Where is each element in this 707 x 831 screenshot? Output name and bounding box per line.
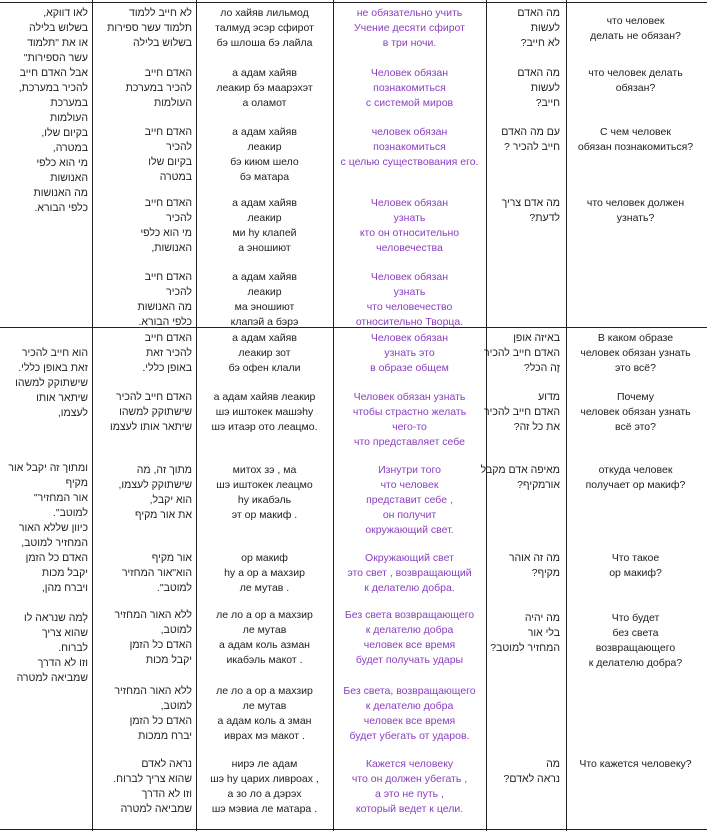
transliteration-cell bbox=[198, 463, 331, 523]
hebrew-question-line: האדם חייב להכיר bbox=[483, 347, 560, 359]
transliteration-line: бэ офен клали bbox=[228, 362, 301, 374]
hebrew-question-line: מאיפה אדם מקבל bbox=[480, 464, 560, 476]
transliteration-line: шэ hу царих ливроах , bbox=[210, 773, 319, 785]
russian-question-line: Почему bbox=[616, 391, 655, 403]
column-divider bbox=[333, 0, 334, 831]
transliteration-line: бэ матара bbox=[239, 171, 290, 183]
russian-translation-line: в три ночи. bbox=[382, 37, 437, 49]
hebrew-question-line: חייב להכיר ? bbox=[504, 141, 560, 153]
hebrew-explanation-line: המחזיר למוטב, bbox=[21, 537, 88, 549]
transliteration-line: а адам хайяв bbox=[232, 126, 297, 138]
russian-translation-line: что человечество bbox=[366, 301, 453, 313]
transliteration-line: а адам хайяв bbox=[232, 271, 297, 283]
hebrew-phrase-line: נראה לאדם bbox=[141, 758, 192, 770]
hebrew-explanation-cell bbox=[8, 346, 88, 421]
transliteration-line: а адам коль а зман bbox=[217, 715, 312, 727]
hebrew-phrase-line: שהוא צריך לברוח. bbox=[113, 773, 192, 785]
russian-translation-line: познакомиться bbox=[373, 82, 446, 94]
transliteration-line: клапэй а бэрэ bbox=[230, 316, 299, 328]
russian-question-cell bbox=[568, 463, 703, 493]
russian-translation-line: узнать это bbox=[384, 347, 435, 359]
russian-translation-line: это свет , возвращающий bbox=[347, 567, 472, 579]
hebrew-phrase-line: שמביאה למטרה bbox=[120, 803, 192, 815]
transliteration-cell bbox=[198, 6, 331, 51]
transliteration-line: ор макиф bbox=[241, 552, 288, 564]
hebrew-question-line: חייב? bbox=[535, 97, 560, 109]
hebrew-phrase-line: האדם חייב bbox=[144, 67, 192, 79]
hebrew-question-cell bbox=[483, 390, 560, 435]
transliteration-line: бэ шлоша бэ лайла bbox=[216, 37, 313, 49]
russian-translation-line: узнать bbox=[393, 286, 426, 298]
transliteration-line: эт ор макиф . bbox=[231, 509, 298, 521]
russian-translation-cell bbox=[335, 463, 484, 538]
transliteration-line: шэ иштокек машэhу bbox=[215, 406, 314, 418]
hebrew-phrase-line: האדם חייב bbox=[144, 126, 192, 138]
russian-translation-line: человек обязан bbox=[371, 126, 448, 138]
hebrew-explanation-line: לְמה שנראה לו bbox=[24, 612, 88, 624]
russian-translation-line: Изнутри того bbox=[378, 464, 441, 476]
table-bottom-border bbox=[0, 829, 707, 830]
russian-question-cell bbox=[568, 196, 703, 226]
transliteration-line: икабэль макот . bbox=[226, 654, 303, 666]
hebrew-explanation-line: למוטב". bbox=[52, 507, 88, 519]
transliteration-line: ма эношиют bbox=[234, 301, 295, 313]
russian-translation-line: будет убегать от ударов. bbox=[349, 730, 470, 742]
hebrew-phrase-cell bbox=[94, 757, 192, 817]
russian-question-line: что человек делать bbox=[588, 67, 683, 79]
transliteration-cell bbox=[198, 684, 331, 744]
column-divider bbox=[566, 0, 567, 831]
hebrew-question-line: לעשות bbox=[530, 82, 560, 94]
hebrew-question-line: באיזה אופן bbox=[513, 332, 560, 344]
hebrew-phrase-cell bbox=[94, 390, 192, 435]
hebrew-phrase-line: שיתאר אותו לעצמו bbox=[109, 421, 192, 433]
russian-question-line: человек обязан узнать bbox=[580, 406, 691, 418]
russian-translation-cell bbox=[335, 196, 484, 256]
transliteration-cell bbox=[198, 66, 331, 111]
russian-translation-cell bbox=[335, 270, 484, 330]
transliteration-line: митох зэ , ма bbox=[232, 464, 297, 476]
hebrew-phrase-line: שישתוקק למשהו bbox=[119, 406, 192, 418]
russian-question-cell bbox=[568, 66, 703, 96]
hebrew-explanation-line: בקיום שלו, bbox=[41, 127, 88, 139]
hebrew-question-cell bbox=[488, 757, 560, 787]
transliteration-line: а адам хайяв bbox=[232, 67, 297, 79]
column-divider bbox=[92, 0, 93, 831]
hebrew-explanation-line: במטרה, bbox=[52, 142, 88, 154]
hebrew-phrase-line: ללא האור המחזיר bbox=[114, 609, 192, 621]
transliteration-line: ми hу клапей bbox=[232, 227, 297, 239]
hebrew-explanation-cell bbox=[8, 6, 88, 216]
russian-translation-line: что он должен убегать , bbox=[351, 773, 468, 785]
hebrew-phrase-line: כלפי הבורא. bbox=[138, 316, 192, 328]
russian-translation-cell bbox=[335, 125, 484, 170]
russian-translation-line: Без света возвращающего bbox=[344, 609, 475, 621]
hebrew-phrase-line: באופן כללי. bbox=[142, 362, 192, 374]
hebrew-phrase-line: להכיר bbox=[166, 141, 192, 153]
hebrew-question-line: עם מה האדם bbox=[501, 126, 560, 138]
hebrew-question-line: מה יהיה bbox=[524, 612, 560, 624]
russian-question-line: обязан познакомиться? bbox=[577, 141, 694, 153]
hebrew-phrase-cell bbox=[94, 6, 192, 51]
hebrew-phrase-line: למוטב". bbox=[156, 582, 192, 594]
russian-translation-cell bbox=[335, 390, 484, 450]
russian-translation-line: Учение десяти сфирот bbox=[354, 22, 465, 34]
hebrew-phrase-line: יקבל מכות bbox=[145, 654, 192, 666]
hebrew-phrase-line: הוא"אור המחזיר bbox=[121, 567, 192, 579]
hebrew-question-cell bbox=[488, 66, 560, 111]
hebrew-explanation-line: בשלוש בלילה bbox=[29, 22, 88, 34]
hebrew-explanation-line: עשר הספירות" bbox=[23, 52, 88, 64]
russian-translation-line: Без света, возвращающего bbox=[343, 685, 476, 697]
russian-question-line: делать не обязан? bbox=[590, 30, 681, 42]
hebrew-phrase-line: האדם חייב bbox=[144, 197, 192, 209]
transliteration-cell bbox=[198, 331, 331, 376]
hebrew-phrase-cell bbox=[94, 66, 192, 111]
hebrew-question-cell bbox=[488, 125, 560, 155]
russian-question-line: С чем человек bbox=[600, 126, 671, 138]
transliteration-cell bbox=[198, 390, 331, 435]
russian-translation-line: в образе общем bbox=[370, 362, 449, 374]
transliteration-cell bbox=[198, 551, 331, 596]
russian-question-line: Что кажется человеку? bbox=[579, 758, 692, 770]
russian-translation-line: он получит bbox=[382, 509, 437, 521]
hebrew-phrase-line: הוא יקבל, bbox=[149, 494, 192, 506]
russian-question-line: откуда человек bbox=[598, 464, 673, 476]
russian-translation-line: Человек обязан bbox=[370, 197, 449, 209]
russian-translation-line: что представляет себе bbox=[353, 436, 466, 448]
transliteration-cell bbox=[198, 270, 331, 330]
russian-translation-line: человек все время bbox=[363, 639, 456, 651]
russian-translation-line: к делателю добра bbox=[365, 624, 454, 636]
russian-translation-line: а это не путь , bbox=[375, 788, 444, 800]
hebrew-phrase-line: במטרה bbox=[159, 171, 192, 183]
hebrew-phrase-line: להכיר במערכת bbox=[125, 82, 192, 94]
russian-translation-line: с системой миров bbox=[365, 97, 454, 109]
hebrew-explanation-line: שיתאר אותו bbox=[36, 392, 88, 404]
russian-translation-line: окружающий свет. bbox=[365, 524, 454, 536]
transliteration-line: а адам хайяв bbox=[232, 332, 297, 344]
transliteration-line: нирэ ле адам bbox=[231, 758, 298, 770]
hebrew-phrase-cell bbox=[94, 608, 192, 668]
russian-question-line: что человек bbox=[606, 15, 665, 27]
hebrew-question-line: מקיף? bbox=[531, 567, 560, 579]
hebrew-phrase-line: ללא האור המחזיר bbox=[114, 685, 192, 697]
russian-translation-line: чего-то bbox=[392, 421, 427, 433]
hebrew-explanation-line: שישתוקק למשהו bbox=[15, 377, 88, 389]
russian-translation-cell bbox=[335, 608, 484, 668]
hebrew-explanation-line: האנושות bbox=[50, 172, 88, 184]
hebrew-phrase-cell bbox=[94, 684, 192, 744]
russian-question-line: без света bbox=[612, 627, 659, 639]
russian-question-cell bbox=[568, 757, 703, 772]
hebrew-phrase-line: בשלוש בלילה bbox=[133, 37, 192, 49]
russian-translation-line: будет получать удары bbox=[355, 654, 464, 666]
transliteration-line: ле мутав bbox=[242, 700, 287, 712]
russian-translation-line: Кажется человеку bbox=[365, 758, 454, 770]
transliteration-line: леакир bbox=[247, 286, 282, 298]
hebrew-phrase-line: וזו לא הדרך bbox=[141, 788, 192, 800]
transliteration-line: ле мутав bbox=[242, 624, 287, 636]
russian-translation-line: что человек bbox=[380, 479, 439, 491]
hebrew-explanation-line: כיוון שללא האור bbox=[18, 522, 88, 534]
hebrew-explanation-line: להכיר במערכת, bbox=[18, 82, 88, 94]
hebrew-explanation-line: ויברח מהן, bbox=[41, 582, 88, 594]
hebrew-question-line: המחזיר למוטב? bbox=[490, 642, 560, 654]
hebrew-phrase-line: האדם כל הזמן bbox=[129, 715, 192, 727]
hebrew-question-line: לעשות bbox=[530, 22, 560, 34]
hebrew-question-cell bbox=[488, 551, 560, 581]
transliteration-line: ло хайяв лильмод bbox=[220, 7, 309, 19]
hebrew-phrase-line: להכיר bbox=[166, 286, 192, 298]
russian-translation-line: относительно Творца. bbox=[355, 316, 464, 328]
russian-translation-line: Человек обязан узнать bbox=[353, 391, 466, 403]
russian-translation-line: кто он относительно bbox=[359, 227, 460, 239]
hebrew-question-cell bbox=[480, 463, 560, 493]
hebrew-explanation-line: או את "תלמוד bbox=[27, 37, 88, 49]
hebrew-phrase-line: יברח ממכות bbox=[138, 730, 192, 742]
hebrew-phrase-line: האדם חייב bbox=[144, 271, 192, 283]
russian-question-line: обязан? bbox=[615, 82, 656, 94]
russian-translation-line: к делателю добра. bbox=[364, 582, 455, 594]
hebrew-phrase-line: להכיר bbox=[166, 212, 192, 224]
transliteration-cell bbox=[198, 608, 331, 668]
hebrew-question-cell bbox=[483, 331, 560, 376]
russian-question-cell bbox=[568, 611, 703, 671]
russian-question-line: это всё? bbox=[615, 362, 656, 374]
transliteration-cell bbox=[198, 125, 331, 185]
russian-question-cell bbox=[568, 14, 703, 44]
hebrew-phrase-line: שישתוקק לעצמו, bbox=[118, 479, 192, 491]
russian-translation-line: человечества bbox=[376, 242, 443, 254]
transliteration-line: леакир bbox=[247, 141, 282, 153]
hebrew-explanation-line: הוא חייב להכיר bbox=[21, 347, 88, 359]
table-top-border bbox=[0, 2, 707, 3]
hebrew-phrase-line: מי הוא כלפי bbox=[140, 227, 192, 239]
transliteration-line: шэ мэвиа ле матара . bbox=[211, 803, 318, 815]
hebrew-phrase-line: האדם חייב להכיר bbox=[115, 391, 192, 403]
russian-translation-cell bbox=[335, 684, 484, 744]
russian-translation-line: к делателю добра bbox=[365, 700, 454, 712]
hebrew-explanation-line: וזו לא הדרך bbox=[37, 657, 88, 669]
hebrew-phrase-cell bbox=[94, 331, 192, 376]
transliteration-line: а адам хайяв bbox=[232, 197, 297, 209]
column-divider bbox=[196, 0, 197, 831]
russian-question-line: Что такое bbox=[611, 552, 660, 564]
russian-translation-line: Человек обязан bbox=[370, 67, 449, 79]
hebrew-phrase-cell bbox=[94, 125, 192, 185]
transliteration-line: а адам коль азман bbox=[219, 639, 310, 651]
hebrew-phrase-line: תלמוד עשר ספירות bbox=[107, 22, 192, 34]
russian-translation-cell bbox=[335, 331, 484, 376]
hebrew-phrase-line: מה האנושות bbox=[137, 301, 192, 313]
hebrew-explanation-line: שהוא צריך bbox=[41, 627, 88, 639]
hebrew-question-line: בלי אור bbox=[527, 627, 560, 639]
hebrew-phrase-line: מתוך זה, מה bbox=[136, 464, 192, 476]
russian-translation-cell bbox=[335, 757, 484, 817]
hebrew-phrase-line: למוטב, bbox=[160, 700, 192, 712]
hebrew-phrase-line: לא חייב ללמוד bbox=[129, 7, 192, 19]
russian-translation-cell bbox=[335, 6, 484, 51]
russian-translation-line: Окружающий свет bbox=[365, 552, 454, 564]
transliteration-line: талмуд эсэр сфирот bbox=[215, 22, 314, 34]
hebrew-explanation-line: יקבל מכות bbox=[41, 567, 88, 579]
russian-translation-line: представит себе , bbox=[366, 494, 453, 506]
russian-question-cell bbox=[568, 551, 703, 581]
russian-translation-line: человек все время bbox=[363, 715, 456, 727]
hebrew-phrase-cell bbox=[94, 196, 192, 256]
hebrew-question-line: מה bbox=[546, 758, 560, 770]
transliteration-cell bbox=[198, 196, 331, 256]
russian-translation-cell bbox=[335, 551, 484, 596]
russian-translation-cell bbox=[335, 66, 484, 111]
hebrew-question-line: לדעת? bbox=[529, 212, 560, 224]
transliteration-line: hу икабэль bbox=[237, 494, 292, 506]
russian-question-cell bbox=[568, 390, 703, 435]
hebrew-phrase-line: האדם חייב bbox=[144, 332, 192, 344]
transliteration-line: ле ло а ор а махзир bbox=[216, 609, 313, 621]
hebrew-explanation-line: שמביאה למטרה bbox=[16, 672, 88, 684]
hebrew-phrase-line: למוטב, bbox=[160, 624, 192, 636]
hebrew-phrase-cell bbox=[94, 270, 192, 330]
russian-question-line: всё это? bbox=[615, 421, 656, 433]
transliteration-line: иврах мэ макот . bbox=[224, 730, 305, 742]
transliteration-line: леакир bbox=[247, 212, 282, 224]
hebrew-question-cell bbox=[488, 611, 560, 656]
russian-question-cell bbox=[568, 331, 703, 376]
hebrew-question-cell bbox=[488, 6, 560, 51]
hebrew-phrase-line: בקיום שלו bbox=[148, 156, 192, 168]
hebrew-explanation-line: לברוח. bbox=[58, 642, 88, 654]
russian-question-line: В каком образе bbox=[597, 332, 674, 344]
hebrew-phrase-line: האדם כל הזמן bbox=[129, 639, 192, 651]
russian-translation-line: Человек обязан bbox=[370, 332, 449, 344]
hebrew-phrase-line: העולמות bbox=[153, 97, 192, 109]
russian-translation-line: который ведет к цели. bbox=[355, 803, 464, 815]
hebrew-question-line: לא חייב? bbox=[520, 37, 560, 49]
transliteration-line: шэ итаэр ото леацмо. bbox=[211, 421, 318, 433]
transliteration-cell bbox=[198, 757, 331, 817]
transliteration-line: леакир зот bbox=[238, 347, 291, 359]
russian-question-line: человек обязан узнать bbox=[580, 347, 691, 359]
hebrew-explanation-line: מה האנושות bbox=[33, 187, 88, 199]
hebrew-explanation-line: במערכת bbox=[50, 97, 88, 109]
russian-translation-line: узнать bbox=[393, 212, 426, 224]
russian-question-line: получает ор макиф? bbox=[585, 479, 686, 491]
hebrew-explanation-cell bbox=[8, 461, 88, 596]
hebrew-explanation-line: לעצמו, bbox=[57, 407, 88, 419]
hebrew-question-line: מה זה אוהר bbox=[508, 552, 560, 564]
hebrew-question-line: מה האדם bbox=[517, 67, 560, 79]
russian-question-line: к делателю добра? bbox=[588, 657, 683, 669]
hebrew-question-line: את כל זה? bbox=[513, 421, 560, 433]
transliteration-line: леакир бэ маарэхэт bbox=[216, 82, 313, 94]
hebrew-question-line: אורמקיף? bbox=[517, 479, 560, 491]
russian-question-line: что человек должен bbox=[586, 197, 685, 209]
russian-question-line: возвращающего bbox=[595, 642, 676, 654]
hebrew-phrase-cell bbox=[94, 551, 192, 596]
hebrew-question-line: מה האדם bbox=[517, 7, 560, 19]
russian-translation-line: чтобы страстно желать bbox=[352, 406, 467, 418]
hebrew-question-line: זֶה הכל? bbox=[523, 362, 560, 374]
hebrew-phrase-cell bbox=[94, 463, 192, 523]
transliteration-line: ле ло а ор а махзир bbox=[216, 685, 313, 697]
hebrew-explanation-line: מקיף bbox=[65, 477, 88, 489]
hebrew-phrase-line: את אור מקיף bbox=[135, 509, 192, 521]
russian-translation-line: познакомиться bbox=[373, 141, 446, 153]
transliteration-line: а оламот bbox=[242, 97, 287, 109]
transliteration-line: а эношиют bbox=[238, 242, 291, 254]
hebrew-explanation-line: אבל האדם חייב bbox=[19, 67, 88, 79]
russian-translation-line: не обязательно учить bbox=[356, 7, 463, 19]
hebrew-explanation-line: האדם כל הזמן bbox=[25, 552, 88, 564]
russian-question-cell bbox=[568, 125, 703, 155]
hebrew-phrase-line: להכיר זאת bbox=[145, 347, 192, 359]
russian-question-line: ор макиф? bbox=[609, 567, 662, 579]
transliteration-line: ле мутав . bbox=[239, 582, 290, 594]
hebrew-explanation-line: זאת באופן כללי. bbox=[18, 362, 88, 374]
russian-question-line: Что будет bbox=[611, 612, 660, 624]
hebrew-question-cell bbox=[488, 196, 560, 226]
russian-translation-line: с целью существования его. bbox=[340, 156, 479, 168]
hebrew-explanation-line: מי הוא כלפי bbox=[36, 157, 88, 169]
hebrew-explanation-line: ומתוך זה יקבל אור bbox=[8, 462, 88, 474]
russian-question-line: узнать? bbox=[616, 212, 655, 224]
hebrew-question-line: האדם חייב להכיר bbox=[483, 406, 560, 418]
russian-translation-line: Человек обязан bbox=[370, 271, 449, 283]
hebrew-question-line: נראה לאדם? bbox=[503, 773, 560, 785]
hebrew-explanation-line: כלפי הבורא. bbox=[34, 202, 88, 214]
transliteration-line: шэ иштокек леацмо bbox=[216, 479, 313, 491]
hebrew-phrase-line: אור מקיף bbox=[151, 552, 192, 564]
hebrew-explanation-line: אור המחזיר" bbox=[33, 492, 88, 504]
hebrew-explanation-cell bbox=[8, 611, 88, 686]
hebrew-explanation-line: העולמות bbox=[49, 112, 88, 124]
transliteration-line: бэ киюм шело bbox=[230, 156, 299, 168]
hebrew-question-line: מה אדם צריך bbox=[501, 197, 560, 209]
transliteration-line: а зо ло а дэрэх bbox=[227, 788, 302, 800]
transliteration-line: hу а ор а махзир bbox=[224, 567, 305, 579]
hebrew-phrase-line: האנושות, bbox=[151, 242, 192, 254]
hebrew-question-line: מדוע bbox=[538, 391, 560, 403]
hebrew-explanation-line: לאו דווקא, bbox=[43, 7, 88, 19]
transliteration-line: а адам хайяв леакир bbox=[213, 391, 316, 403]
